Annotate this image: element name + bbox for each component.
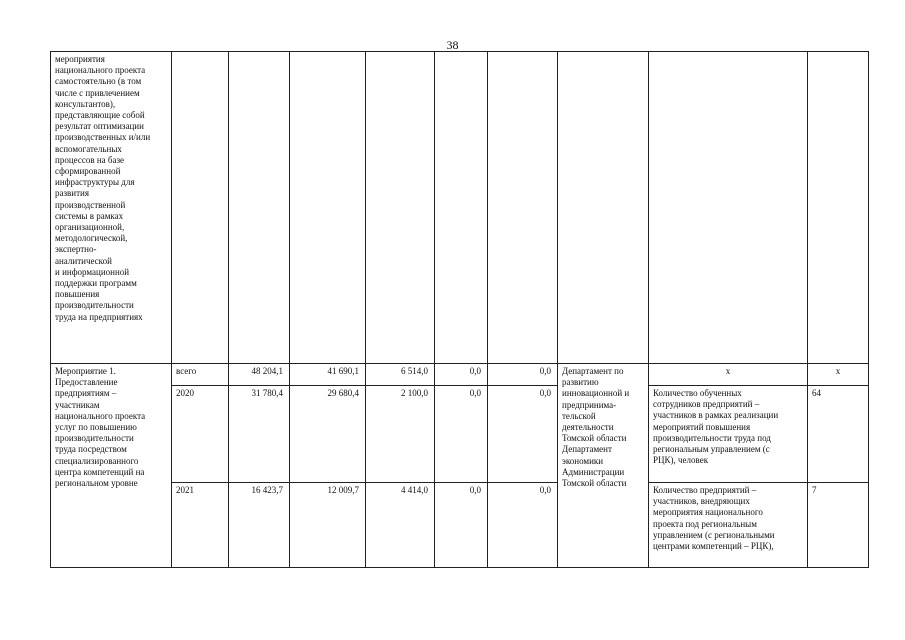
amount-cell: 0,0: [435, 483, 488, 568]
indicator-cell: Количество предприятий – участников, внедряющих мероприятия национального проекта под региональным управлением (с региональными центрами компетенций – РЦК),: [649, 483, 808, 568]
period-cell: 2021: [172, 483, 229, 568]
indicator-cell: Количество обученных сотрудников предприятий – участников в рамках реализации мероприятий повышения производительности труда под региональным управлением (с РЦК), человек: [649, 386, 808, 483]
amount-cell: 4 414,0: [366, 483, 435, 568]
table-row: [51, 386, 869, 483]
amount-cell: 6 514,0: [366, 364, 435, 386]
table-row: [51, 483, 869, 568]
empty-cell: [649, 52, 808, 364]
amount-cell: 2 100,0: [366, 386, 435, 483]
measure-name: Мероприятие 1. Предоставление предприятиям – участникам национального проекта услуг по повышению производительности труда посредством специализированного центра компетенций на региональном уровне: [51, 364, 172, 568]
indicator-value: x: [808, 364, 869, 386]
total-cell: 31 780,4: [229, 386, 290, 483]
amount-cell: 0,0: [488, 386, 558, 483]
continuation-row: [51, 52, 869, 364]
continuation-cell: мероприятия национального проекта самостоятельно (в том числе с привлечением консультантов), представляющие собой результат оптимизации производственных и/или вспомогательных процессов на базе сформированной инфраструктуры для развития производственной системы в рамках организационной, методологической, экспертно- аналитической и информационной поддержки программ повышения производительности труда на предприятиях: [51, 52, 172, 364]
total-cell: 48 204,1: [229, 364, 290, 386]
empty-cell: [229, 52, 290, 364]
amount-cell: 12 009,7: [290, 483, 366, 568]
indicator-cell: x: [649, 364, 808, 386]
amount-cell: 41 690,1: [290, 364, 366, 386]
empty-cell: [488, 52, 558, 364]
empty-cell: [172, 52, 229, 364]
amount-cell: 0,0: [488, 364, 558, 386]
indicator-value: 7: [808, 483, 869, 568]
table-row: [51, 364, 869, 386]
total-cell: 16 423,7: [229, 483, 290, 568]
empty-cell: [435, 52, 488, 364]
executor-cell: Департамент по развитию инновационной и предпринима- тельской деятельности Томской области Департамент экономики Администрации Томской области: [558, 364, 649, 568]
empty-cell: [366, 52, 435, 364]
amount-cell: 0,0: [435, 386, 488, 483]
amount-cell: 0,0: [435, 364, 488, 386]
amount-cell: 29 680,4: [290, 386, 366, 483]
indicator-value: 64: [808, 386, 869, 483]
page-number: 38: [446, 38, 459, 52]
period-cell: 2020: [172, 386, 229, 483]
amount-cell: 0,0: [488, 483, 558, 568]
period-cell: всего: [172, 364, 229, 386]
empty-cell: [808, 52, 869, 364]
measures-table: [50, 51, 869, 568]
empty-cell: [290, 52, 366, 364]
empty-cell: [558, 52, 649, 364]
